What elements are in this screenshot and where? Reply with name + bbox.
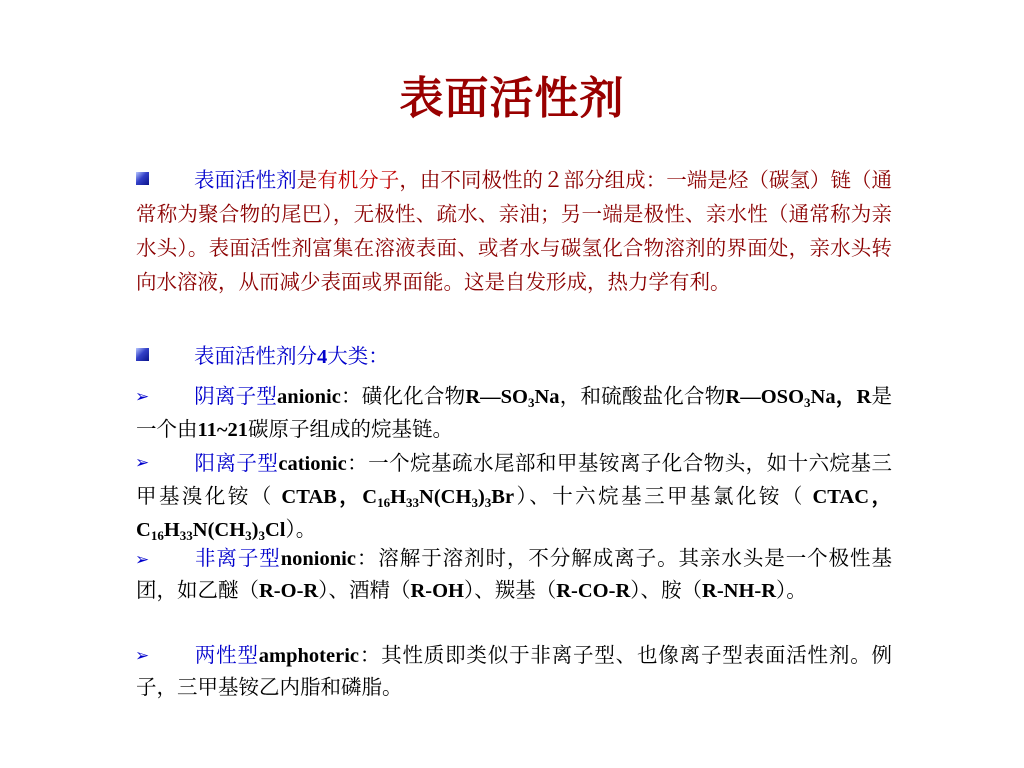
nonionic-item: 非离子型nonionic：溶解于溶剂时，不分解成离子。其亲水头是一个极性基团，如乙醚（R-O-R）、酒精（R-OH）、羰基（R-CO-R）、胺（R-NH-R）。 [136, 546, 893, 602]
anionic-item: 阴离子型anionic：磺化化合物$R—SO_3Na$，和硫酸盐化合物$R—OSO_3Na$，R是一个由11~21碳原子组成的烷基链。 [136, 384, 893, 441]
arrow-bullet-icon: ➢ [135, 387, 150, 407]
slide-title: 表面活性剂 [399, 73, 625, 124]
definition-paragraph: 表面活性剂是有机分子，由不同极性的２部分组成：一端是烃（碳氢）链（通常称为聚合物的尾巴），无极性、疏水、亲油；另一端是极性、亲水性（通常称为亲水头）。表面活性剂富集在溶液表面、或者水与碳氢化合物溶剂的界面处，亲水头转向水溶液，从而减少表面或界面能。这是自发形成，热力学有利。 [136, 168, 893, 294]
categories-heading: 表面活性剂分4大类： [194, 344, 389, 368]
term-organic-molecule: 有机分子 [317, 168, 400, 192]
cationic-item: 阳离子型cationic：一个烷基疏水尾部和甲基铵离子化合物头，如十六烷基三甲基溴化铵（ CTAB，$C_{16}H_{33}N(CH_3)_3Br$）、十六烷基三甲基氯化铵（ CTAC，$C_{16}H_{33}N(CH_3)_3Cl$）。 [136, 451, 893, 543]
arrow-bullet-icon: ➢ [135, 550, 150, 570]
amphoteric-item: 两性型amphoteric：其性质即类似于非离子型、也像离子型表面活性剂。例子，三甲基铵乙内脂和磷脂。 [136, 643, 893, 699]
arrow-bullet-icon: ➢ [135, 646, 150, 666]
arrow-bullet-icon: ➢ [135, 453, 150, 473]
term-surfactant: 表面活性剂 [194, 168, 297, 192]
